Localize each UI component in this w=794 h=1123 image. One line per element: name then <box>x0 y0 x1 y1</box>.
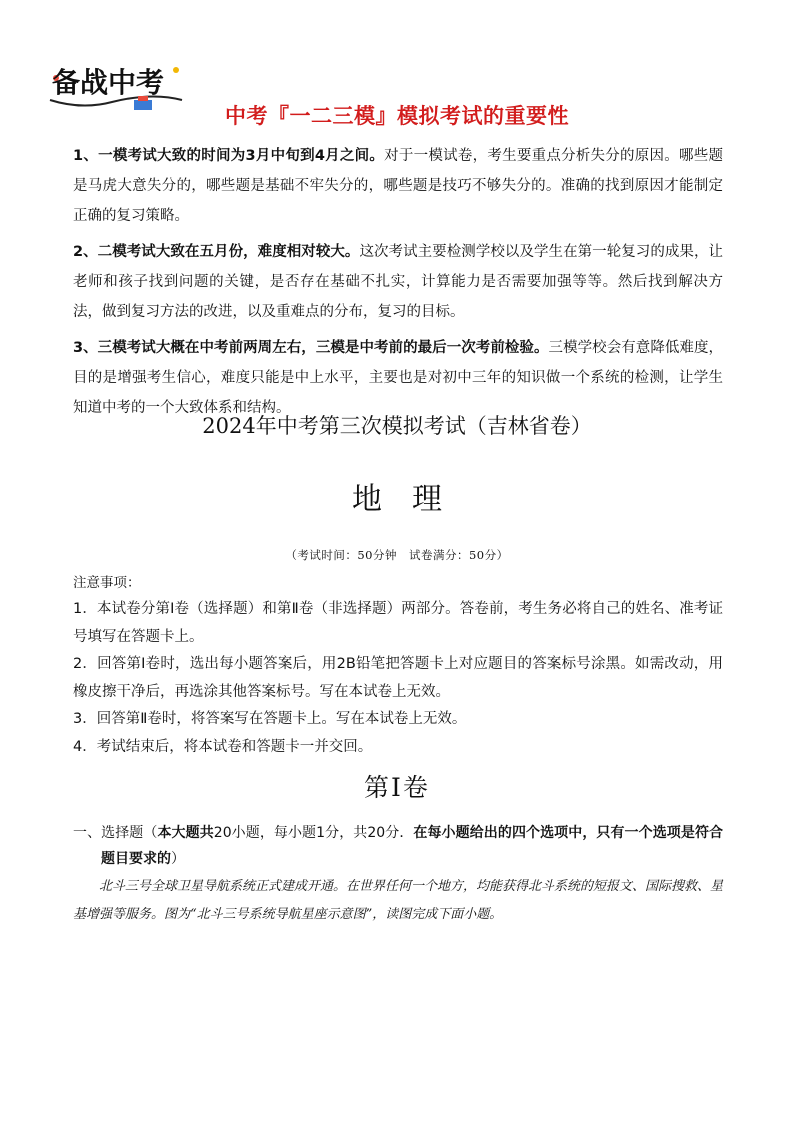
intro-title: 中考『一二三模』模拟考试的重要性 <box>225 104 569 128</box>
exam-info: （考试时间：50分钟 试卷满分：50分） <box>285 548 509 562</box>
question-passage <box>73 873 723 929</box>
exam-title: 2024年中考第三次模拟考试（吉林省卷） <box>202 414 592 438</box>
notes-item: 2．回答第Ⅰ卷时，选出每小题答案后，用2B铅笔把答题卡上对应题目的答案标号涂黑。如需改动，用橡皮擦干净后，再选涂其他答案标号。写在本试卷上无效。 <box>73 656 723 700</box>
notes-item: 4．考试结束后，将本试卷和答题卡一并交回。 <box>73 738 373 755</box>
logo-text: 备战中考 <box>52 66 165 99</box>
intro-list <box>73 141 723 429</box>
intro-item: 1、一模考试大致的时间为3月中旬到4月之间。对于一模试卷，考生要重点分析失分的原因。哪些题是马虎大意失分的，哪些题是基础不牢失分的，哪些题是技巧不够失分的。准确的找到原因才能制定正确的复习策略。 <box>73 148 724 224</box>
intro-item: 2、二模考试大致在五月份，难度相对较大。这次考试主要检测学校以及学生在第一轮复习的成果，让老师和孩子找到问题的关键，是否存在基础不扎实，计算能力是否需要加强等等。然后找到解决方法，做到复习方法的改进，以及重难点的分布，复习的目标。 <box>73 244 724 320</box>
section-heading: 一、选择题（本大题共20小题，每小题1分，共20分．在每小题给出的四个选项中，只有一个选项是符合题目要求的） <box>73 825 724 867</box>
exam-subject: 地理 <box>352 482 472 517</box>
notes-heading: 注意事项： <box>73 575 141 591</box>
notes-section <box>73 570 723 761</box>
notes-item: 3．回答第Ⅱ卷时，将答案写在答题卡上。写在本试卷上无效。 <box>73 711 467 727</box>
notes-item: 1．本试卷分第Ⅰ卷（选择题）和第Ⅱ卷（非选择题）两部分。答卷前，考生务必将自己的姓名、准考证号填写在答题卡上。 <box>73 601 723 645</box>
volume-heading: 第Ⅰ卷 <box>364 773 430 802</box>
passage-text: 北斗三号全球卫星导航系统正式建成开通。在世界任何一个地方，均能获得北斗系统的短报文、国际搜救、星基增强等服务。图为“北斗三号系统导航星座示意图”，读图完成下面小题。 <box>73 879 724 922</box>
intro-item: 3、三模考试大概在中考前两周左右，三模是中考前的最后一次考前检验。三模学校会有意降低难度，目的是增强考生信心，难度只能是中上水平，主要也是对初中三年的知识做一个系统的检测，让学生知道中考的一个大致体系和结构。 <box>73 340 724 416</box>
